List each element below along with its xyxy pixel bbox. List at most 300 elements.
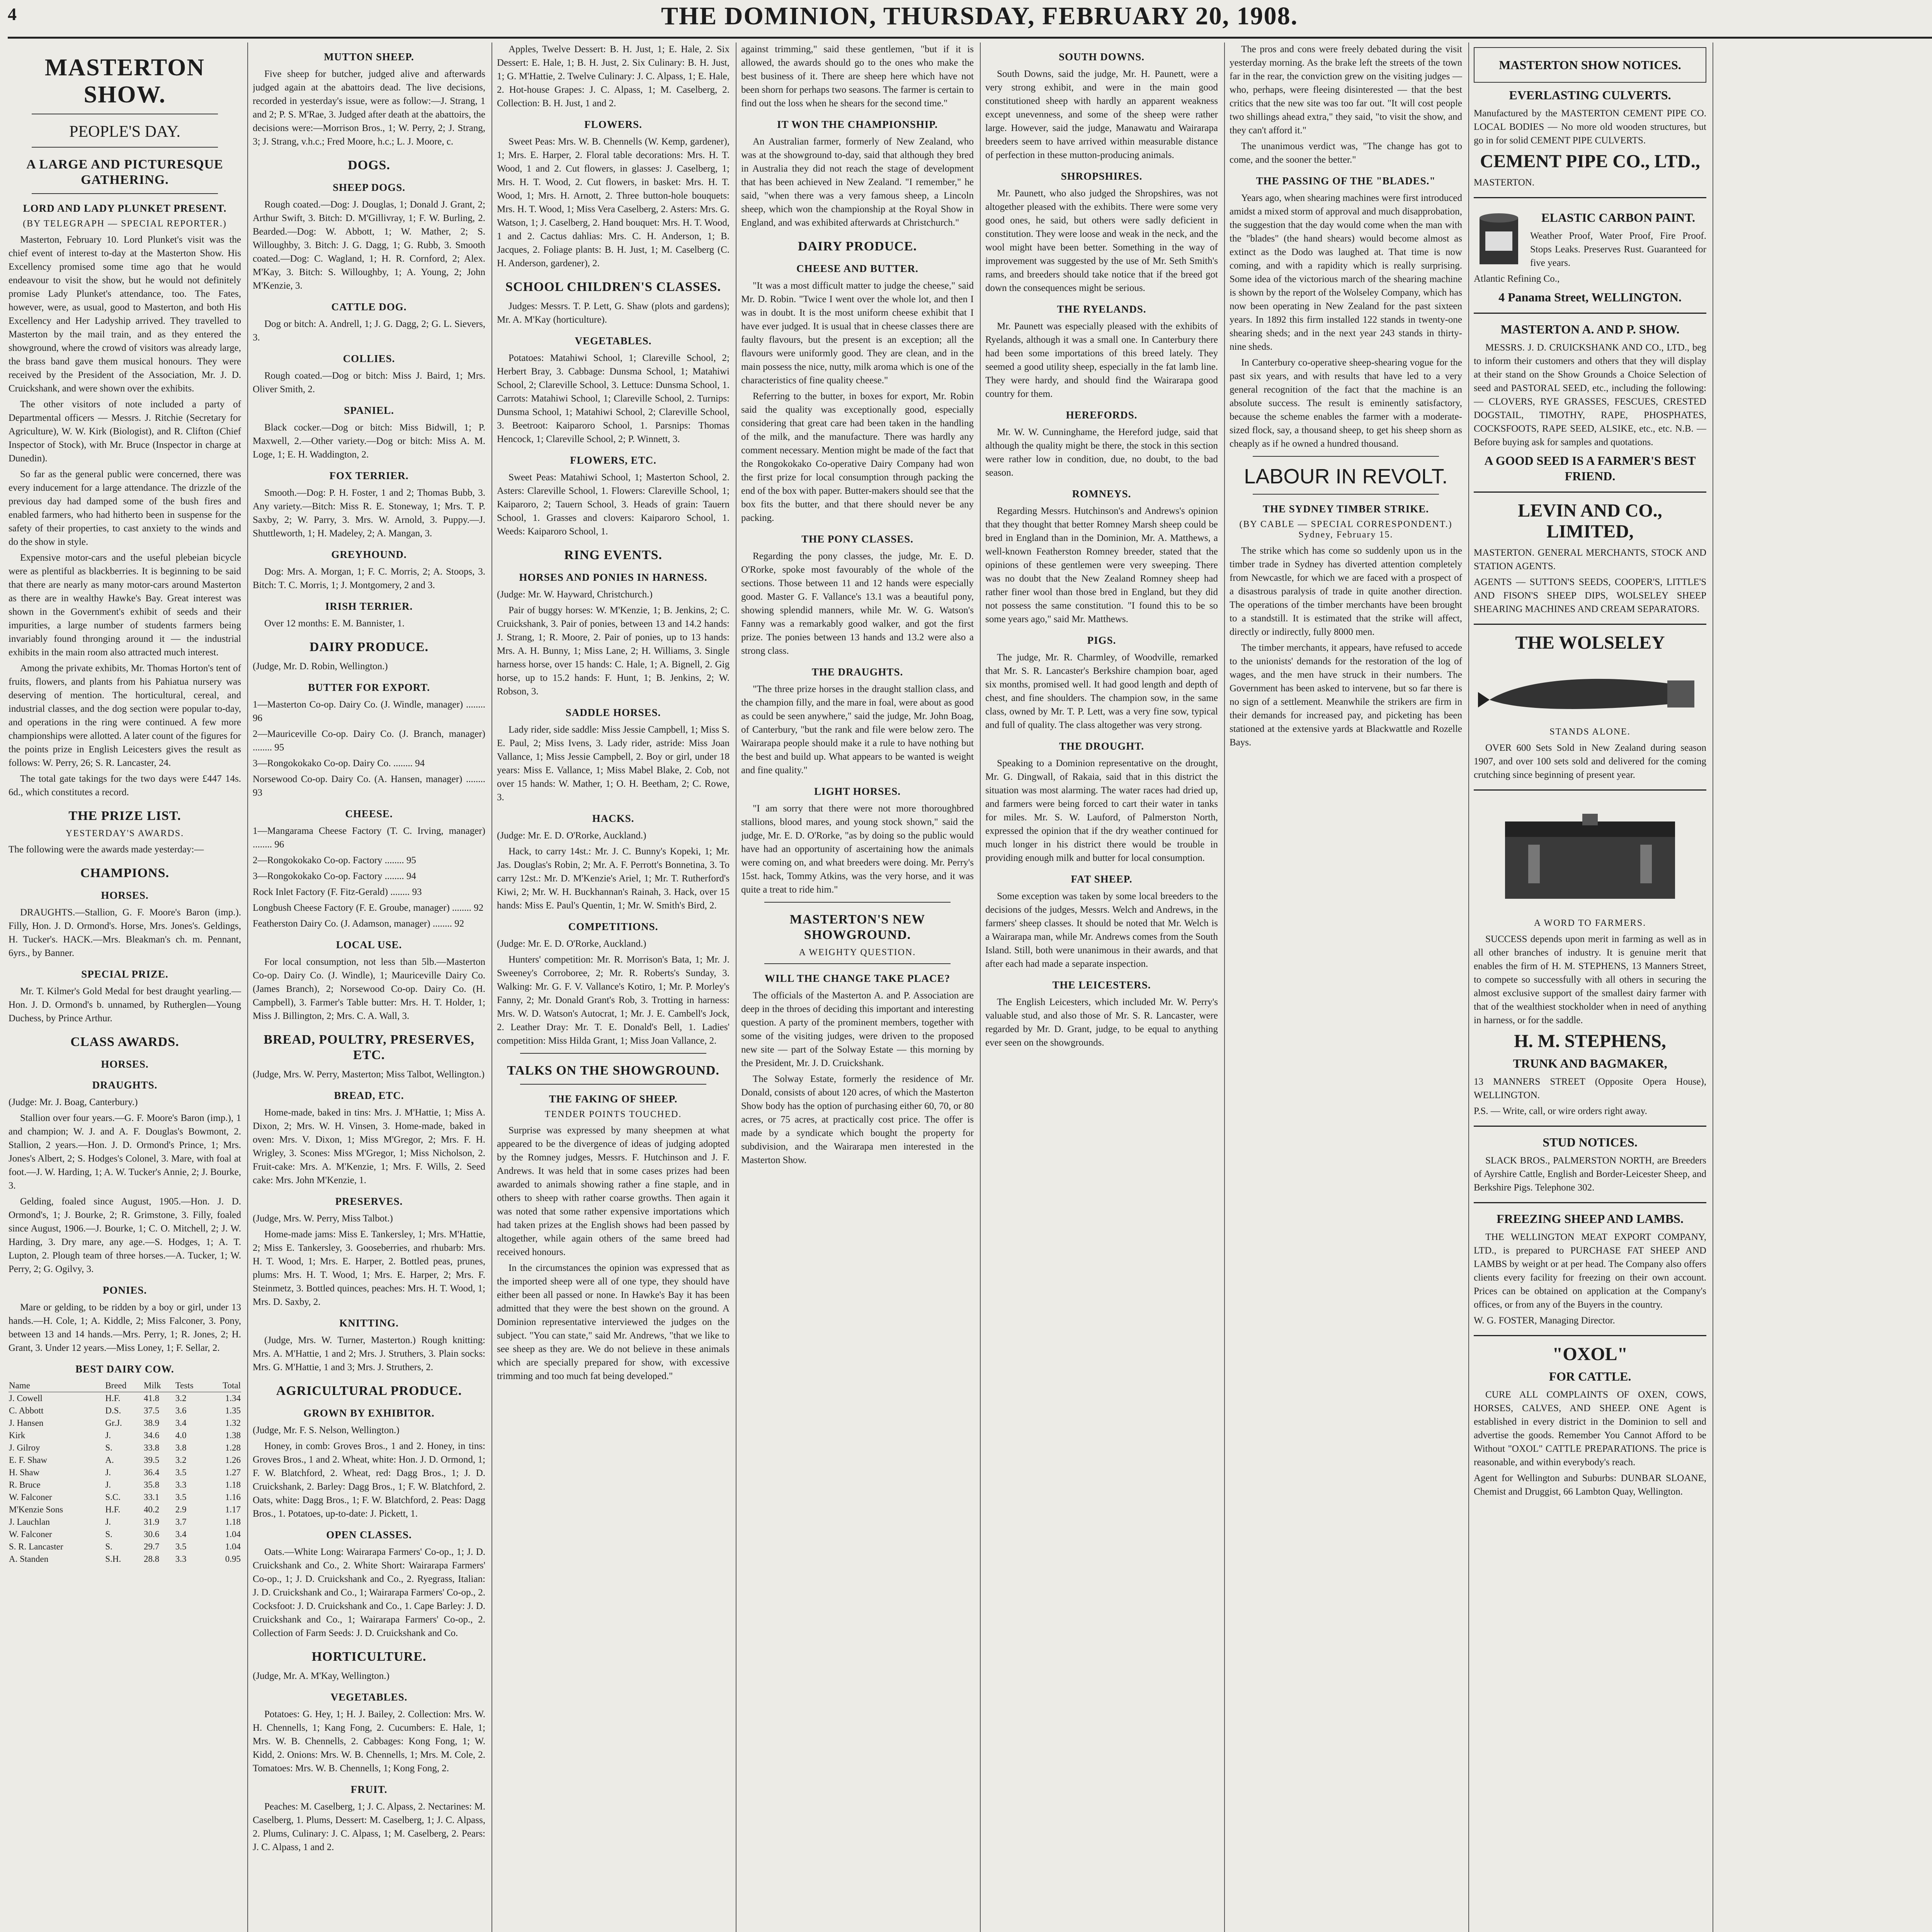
section-subheading: GREYHOUND. — [331, 549, 407, 560]
column-7 — [1474, 43, 1706, 1932]
section-subheading: CHEESE AND BUTTER. — [796, 263, 918, 274]
section-heading: CLASS AWARDS. — [70, 1035, 179, 1049]
article-paragraph: Masterton, February 10. Lord Plunket's visit was the chief event of interest to-day at the Masterton Show. His Excellency promised some time ago that he would endeavour to visit the show, but he would not definitely promise Lady Plunket's attendance, too. The Fates, however, were, as usual, good to Masterton, and both His Excellency and Her Ladyship arrived. They travelled to Masterton by the mail train, and as they entered the showground, where the crowd of visitors was already large, the brass band gave them musical honours. They were received by the President of the Association, Mr. J. D. Cruickshank, and were shown over the exhibits. — [9, 235, 241, 394]
section-subheading: TENDER POINTS TOUCHED. — [544, 1109, 682, 1119]
article-paragraph: The strike which has come so suddenly upon us in the timber trade in Sydney has diverted attention completely from Newcastle, for which we are faced with a prospect of a disastrous paralysis of trade in quite another direction. The operations of the timber merchants have been brought to a standstill. It is estimated that the strike will affect, directly or indirectly, fully 8000 men. — [1230, 546, 1462, 637]
section-heading: RING EVENTS. — [564, 548, 662, 562]
table-cell: S.H. — [105, 1554, 121, 1564]
dateline: (BY CABLE — SPECIAL CORRESPONDENT.) Sydney, February 15. — [1239, 519, 1452, 540]
section-subheading: CHEESE. — [345, 808, 393, 820]
divider — [32, 147, 218, 148]
section-subheading: BREAD, ETC. — [334, 1090, 404, 1101]
table-row — [9, 1466, 241, 1479]
table-cell: 33.1 — [143, 1492, 160, 1502]
section-subheading: VEGETABLES. — [330, 1691, 408, 1703]
section-subheading: CATTLE DOG. — [331, 301, 407, 313]
ad-caption: A WORD TO FARMERS. — [1534, 918, 1646, 928]
table-cell: 1.35 — [225, 1406, 241, 1415]
table-cell: J. Lauchlan — [9, 1517, 50, 1527]
section-heading: SHROPSHIRES. — [1061, 170, 1143, 182]
table-cell: 33.8 — [143, 1443, 160, 1452]
article-paragraph: DRAUGHTS.—Stallion, G. F. Moore's Baron (imp.). Filly, Hon. J. D. Ormond's. Horse, Mrs. Jones's. Geldings, H. Tucker's. HACK.—Mrs. Bleakman's ch. m. Pennant, 6yrs., by Banner. — [9, 907, 241, 958]
table-cell: 1.17 — [225, 1505, 241, 1514]
article-paragraph: Honey, in comb: Groves Bros., 1 and 2. Honey, in tins: Groves Bros., 1 and 2. Wheat, white: Hon. J. D. Ormond, 1; F. W. Blatchford, 2. Wheat, red: Dagg Bros., 1; J. D. Cruickshank, 2. Barley: Dagg Bros., 1; F. W. Blatchford, 2. Oats, white: Dagg Bros., 1; F. W. Blatchford, 2. Peas: Dagg Bros., 1. Potatoes, up-to-date: J. Pickett, 1. — [253, 1441, 485, 1519]
table-cell: S. — [105, 1529, 112, 1539]
ad-text: Weather Proof, Water Proof, Fire Proof. Stops Leaks. Preserves Rust. Guaranteed for five years. — [1530, 231, 1706, 268]
column-rule — [247, 43, 248, 1932]
table-cell: 1.34 — [225, 1393, 241, 1403]
table-column-header: Total — [208, 1379, 241, 1392]
section-subheading: DRAUGHTS. — [92, 1079, 158, 1091]
article-paragraph: Lady rider, side saddle: Miss Jessie Campbell, 1; Miss S. E. Paul, 2; Miss Ivens, 3. Lady rider, astride: Miss Joan Vallance, 1; Miss Jessie Campbell, 2. Boy or girl, under 18 years: Miss E. Vallance, 1; Miss Mabel Blake, 2. Cob, not over 15 hands: W. Mather, 1; O. H. Beetham, 2; C. Rowe, 3. — [497, 724, 730, 803]
column-1 — [9, 43, 241, 1932]
deck-heading-2: LORD AND LADY PLUNKET PRESENT. — [23, 202, 227, 214]
article-paragraph: Peaches: M. Caselberg, 1; J. C. Alpass, 2. Nectarines: M. Caselberg, 1. Plums, Dessert: M. Caselberg, 1; J. C. Alpass, 2. Plums, Culinary: J. C. Alpass, 1; M. Caselberg, 2. Pears: J. C. Alpass, 1 and 2. — [253, 1801, 485, 1852]
article-paragraph: In the circumstances the opinion was expressed that as the imported sheep were all of one type, they should have either been all passed or none. In Hawke's Bay it has been admitted that they were the best shown on the ground. A Dominion representative interviewed the judges on the subject. "You can state," said Mr. Andrews, "that we like to see sheep as they are. We do not believe in these animals which are specially prepared for show, with excessive trimming and too much fat being developed." — [497, 1263, 730, 1381]
ad-text: 4 Panama Street, WELLINGTON. — [1498, 290, 1682, 304]
section-heading: FLOWERS. — [584, 119, 642, 130]
table-cell: 1.27 — [225, 1468, 241, 1477]
table-row — [9, 1392, 241, 1405]
article-paragraph: (Judge, Mrs. W. Turner, Masterton.) Rough knitting: Mrs. A. M'Hattie, 1 and 2; Mrs. J. Struthers, 3. Plain socks: Mrs. G. M'Hattie, 1 and 3; Mrs. J. Struthers, 2. — [253, 1335, 485, 1372]
column-rule — [980, 43, 981, 1932]
judge-line: (Judge: Mr. J. Boag, Canterbury.) — [9, 1097, 138, 1107]
table-cell: 36.4 — [143, 1468, 160, 1477]
ad-separator — [1474, 789, 1706, 791]
table-cell: 0.95 — [225, 1554, 241, 1564]
section-subheading: VEGETABLES. — [575, 335, 652, 347]
ad-company-name: LEVIN AND CO., LIMITED, — [1518, 500, 1662, 542]
section-heading: DOGS. — [348, 158, 390, 172]
table-cell: J. — [105, 1480, 111, 1490]
section-subheading: BUTTER FOR EXPORT. — [308, 682, 430, 693]
ad-elastic-paint — [1474, 206, 1706, 272]
table-cell: 3.5 — [175, 1492, 187, 1502]
article-paragraph: The judge, Mr. R. Charmley, of Woodville, remarked that Mr. S. R. Lancaster's Berkshire champion boar, aged six months, promised well. It had good length and depth of chest, and fine shoulders. The champion sow, in the same class, owned by Mr. T. P. Lett, was a very fine sow, typical and full of quality. The class altogether was very strong. — [985, 652, 1218, 730]
section-heading: THE DRAUGHTS. — [811, 666, 903, 678]
article-paragraph: Apples, Twelve Dessert: B. H. Just, 1; E. Hale, 2. Six Dessert: E. Hale, 1; B. H. Just, 2. Six Culinary: B. H. Just, 1; G. M'Hattie, 2. Twelve Culinary: J. C. Alpass, 1; E. Hale, 2. Hot-house Grapes: J. C. Alpass, 1; M. Caselberg, 2. Collection: B. H. Just, 1 and 2. — [497, 44, 730, 109]
table-cell: 31.9 — [143, 1517, 160, 1527]
table-cell: S. R. Lancaster — [9, 1542, 63, 1551]
table-cell: Gr.J. — [105, 1418, 122, 1428]
table-cell: 29.7 — [143, 1542, 160, 1551]
table-cell: 37.5 — [143, 1406, 160, 1415]
ad-text: TRUNK AND BAGMAKER, — [1513, 1056, 1667, 1070]
ad-caption: STANDS ALONE. — [1549, 727, 1631, 737]
table-cell: 1.04 — [225, 1529, 241, 1539]
table-column-header: Breed — [105, 1379, 143, 1392]
table-cell: H.F. — [105, 1505, 121, 1514]
table-header-row — [9, 1379, 241, 1392]
table-cell: 3.4 — [175, 1418, 187, 1428]
article-paragraph: "It was a most difficult matter to judge the cheese," said Mr. D. Robin. "Twice I went over the whole lot, and then I was in doubt. It is the most uniform cheese exhibit that I have ever judged. It is usual that in cheese classes there are faulty flavours, but the present is an exception; all the flavours were uniformly good. They are clean, and in the main possess the nice, nutty, milk aroma which is one of the characteristics of fine quality cheese." — [741, 281, 974, 386]
section-subheading: HORSES AND PONIES IN HARNESS. — [519, 571, 707, 583]
table-cell: 30.6 — [143, 1529, 160, 1539]
table-cell: 39.5 — [143, 1455, 160, 1465]
deck-heading: A LARGE AND PICTURESQUE GATHERING. — [26, 157, 223, 187]
article-paragraph: "The three prize horses in the draught stallion class, and the champion filly, and the mare in foal, were about as good as could be seen anywhere," said the judge, Mr. John Boag, of Canterbury, "but the rank and file were below zero. The Wairarapa people should make it a rule to have nothing but the best and build up. What appears to be wanted is weight and fine quality." — [741, 684, 974, 776]
article-paragraph: So far as the general public were concerned, there was every inducement for a large attendance. The drizzle of the previous day had damped some of the bush fires and enabled farmers, who had hitherto been in suspense for the safety of their properties, to cast anxiety to the winds and do the show in style. — [9, 469, 241, 547]
table-cell: 41.8 — [143, 1393, 160, 1403]
section-headline: LABOUR IN REVOLT. — [1244, 465, 1448, 488]
article-paragraph: Dog or bitch: A. Andrell, 1; J. G. Dagg, 2; G. L. Sievers, 3. — [253, 319, 485, 343]
article-paragraph: Mr. Paunett, who also judged the Shropshires, was not altogether pleased with the exhibits. There were some very good ones, he said, but others were sadly deficient in constitution. They were loose and weak in the neck, and the wool might have been better. Something in the way of improvement was suggested by the use of Mr. Seth Smith's rams, and breeders should take notice that if the breed got down the consequences might be serious. — [985, 188, 1218, 293]
list-item: 1—Masterton Co-op. Dairy Co. (J. Windle, manager) ........ 96 — [253, 699, 485, 723]
section-subheading: THE SYDNEY TIMBER STRIKE. — [1262, 503, 1429, 515]
section-subheading: SADDLE HORSES. — [565, 707, 661, 718]
section-subheading: FOX TERRIER. — [329, 470, 409, 481]
section-subheading: HACKS. — [592, 813, 634, 824]
subheadline: PEOPLE'S DAY. — [69, 123, 180, 141]
section-subheading: IRISH TERRIER. — [325, 600, 413, 612]
article-paragraph: Among the private exhibits, Mr. Thomas Horton's tent of fruits, flowers, and plants from his Pahiatua nursery was deserving of mention. The horticultural, cereal, and industrial classes, and the dog section were popular to-day, and operations in the ring were continued. A few more championships were allotted. A later count of the figures for the points prize in English Leicesters gives the result as follows: W. Perry, 26; S. R. Lancaster, 24. — [9, 663, 241, 768]
table-row — [9, 1442, 241, 1454]
section-subheading: PONIES. — [102, 1284, 147, 1296]
table-cell: 4.0 — [175, 1430, 187, 1440]
masthead-title: THE DOMINION, THURSDAY, FEBRUARY 20, 1908. — [661, 2, 1298, 30]
table-cell: 1.18 — [225, 1480, 241, 1490]
judge-line: (Judge, Mrs. W. Perry, Masterton; Miss Talbot, Wellington.) — [253, 1069, 485, 1080]
column-rule — [1468, 43, 1469, 1932]
section-heading: LIGHT HORSES. — [814, 786, 901, 797]
table-cell: 35.8 — [143, 1480, 160, 1490]
section-heading: THE PRIZE LIST. — [68, 809, 181, 823]
section-subheading: FRUIT. — [350, 1784, 388, 1795]
table-row — [9, 1553, 241, 1565]
section-subheading: LOCAL USE. — [336, 939, 402, 951]
table-row — [9, 1405, 241, 1417]
table-cell: J. Gilroy — [9, 1443, 40, 1452]
column-3 — [497, 43, 730, 1932]
table-row — [9, 1541, 241, 1553]
page-number: 4 — [8, 4, 17, 24]
ad-separator — [1474, 313, 1706, 314]
list-item: Rock Inlet Factory (F. Fitz-Gerald) ........ 93 — [253, 887, 422, 897]
list-item: Featherston Dairy Co. (J. Adamson, manager) ........ 92 — [253, 918, 464, 929]
article-paragraph: Five sheep for butcher, judged alive and afterwards judged again at the abattoirs dead. The live decisions, recorded in yesterday's issue, were as follow:—J. Strang, 1 and 2; P. S. M'Rae, 3. Judged after death at the abattoirs, the decisions were:—Morrison Bros., 1; W. Perry, 2; J. Strang, 3; J. Strang, v.h.c.; Fred Moore, h.c.; L. J. Moore, c. — [253, 69, 485, 147]
article-paragraph: An Australian farmer, formerly of New Zealand, who was at the showground to-day, said that although they bred in Australia they did not reach the stage of development that has been achieved in New Zealand. "I remember," he said, "when there was a very famous sheep, a Lincoln sheep, which won the championship at the Royal Show in England, and was exhibited afterwards at Christchurch." — [741, 136, 974, 228]
ad-title: MASTERTON A. AND P. SHOW. — [1500, 322, 1680, 336]
table-row — [9, 1454, 241, 1466]
article-paragraph: Smooth.—Dog: P. H. Foster, 1 and 2; Thomas Bubb, 3. Any variety.—Bitch: Miss R. E. Stoneway, 1; Mrs. T. P. Saxby, 2; W. Parry, 3. Mrs. W. Arnold, 3. Puppy.—J. Shuttleworth, 1; H. Madeley, 2; A. Mangan, 3. — [253, 488, 485, 539]
section-subheading: WILL THE CHANGE TAKE PLACE? — [764, 973, 951, 984]
table-cell: 3.3 — [175, 1480, 187, 1490]
table-column-header: Milk — [143, 1379, 175, 1392]
table-cell: 1.16 — [225, 1492, 241, 1502]
table-cell: S. — [105, 1443, 112, 1452]
judge-line: (Judge: Mr. W. Hayward, Christchurch.) — [497, 589, 653, 600]
judge-line: (Judge: Mr. E. D. O'Rorke, Auckland.) — [497, 939, 646, 949]
table-cell: 1.26 — [225, 1455, 241, 1465]
table-cell: J. — [105, 1430, 111, 1440]
section-heading: PIGS. — [1087, 634, 1116, 646]
ad-subtitle: FOR CATTLE. — [1549, 1369, 1631, 1383]
list-item: Norsewood Co-op. Dairy Co. (A. Hansen, manager) ........ 93 — [253, 774, 485, 798]
section-heading: TALKS ON THE SHOWGROUND. — [507, 1063, 719, 1078]
ad-text: 13 MANNERS STREET (Opposite Opera House), WELLINGTON. — [1474, 1077, 1706, 1100]
ad-text: OVER 600 Sets Sold in New Zealand during season 1907, and over 100 sets sold and delivered for the coming crutching since beginning of present year. — [1474, 743, 1706, 780]
table-cell: 1.32 — [225, 1418, 241, 1428]
section-heading: THE PONY CLASSES. — [801, 533, 913, 545]
table-cell: A. — [105, 1455, 114, 1465]
section-heading: THE PASSING OF THE "BLADES." — [1256, 175, 1436, 187]
ad-separator — [1474, 1126, 1706, 1127]
table-cell: 1.04 — [225, 1542, 241, 1551]
table-cell: 3.2 — [175, 1393, 187, 1403]
article-paragraph: The pros and cons were freely debated during the visit yesterday morning. As the brake left the streets of the town far in the rear, the conviction grew on the visiting judges — who, perhaps, were fleeing disinterested — that the best critics that the new site was too far out. "It will cost people two shillings ahead extra," they said, "to visit the show, and they can't afford it." — [1230, 44, 1462, 136]
article-paragraph: Sweet Peas: Matahiwi School, 1; Masterton School, 2. Asters: Clareville School, 1. Flowers: Clareville School, 1; Kaiparoro, 2; Tauern School, 3. Heads of grain: Tauern School, 1. Grasses and clovers: Kaiparoro School, 1. Weeds: Kaiparoro School, 1. — [497, 472, 730, 537]
section-heading: HEREFORDS. — [1066, 409, 1138, 421]
divider — [520, 1053, 706, 1054]
table-cell: J. Hansen — [9, 1418, 44, 1428]
article-paragraph: For local consumption, not less than 5lb.—Masterton Co-op. Dairy Co. (J. Windle), 1; Mauriceville Dairy Co. (James Branch), 2; Norsewood Co-op. Dairy Co. (H. Campbell), 3. Farmer's Table butter: Mrs. H. T. Holder, 1; Miss J. Billington, 2; Mrs. C. A. Wall, 3. — [253, 957, 485, 1021]
masthead — [8, 0, 1932, 39]
table-cell: M'Kenzie Sons — [9, 1505, 63, 1514]
column-5 — [985, 43, 1218, 1932]
ad-separator — [1474, 492, 1706, 493]
section-heading: THE RYELANDS. — [1057, 303, 1146, 315]
section-heading: DAIRY PRODUCE. — [309, 640, 429, 654]
ad-title: EVERLASTING CULVERTS. — [1509, 88, 1671, 102]
table-row — [9, 1429, 241, 1442]
ad-text: W. G. FOSTER, Managing Director. — [1474, 1315, 1615, 1326]
table-column-header: Tests — [175, 1379, 208, 1392]
ad-text: AGENTS — SUTTON'S SEEDS, COOPER'S, LITTLE'S AND FISON'S SHEEP DIPS, WOLSELEY SHEEP SHEARING MACHINES AND CREAM SEPARATORS. — [1474, 577, 1706, 614]
section-subheading: OPEN CLASSES. — [326, 1529, 412, 1541]
article-paragraph: Oats.—White Long: Wairarapa Farmers' Co-op., 1; J. D. Cruickshank and Co., 2. White Short: Wairarapa Farmers' Co-op., 1; J. D. Cruickshank and Co., 2. Ryegrass, Italian: J. D. Cruickshank and Co., 1; Wairarapa Farmers' Co-op., 2. Cocksfoot: J. D. Cruickshank and Co., 1. Cape Barley: J. D. Cruickshank and Co., 1; Wairarapa Farmers' Co-op., 2. Collection of Farm Seeds: J. D. Cruickshank and Co. — [253, 1547, 485, 1638]
article-paragraph: Black cocker.—Dog or bitch: Miss Bidwill, 1; P. Maxwell, 2.—Other variety.—Dog or bitch: Miss A. M. Loge, 1; E. H. Waddington, 2. — [253, 422, 485, 460]
ad-separator — [1474, 624, 1706, 625]
ad-company-name: H. M. STEPHENS, — [1514, 1031, 1666, 1051]
article-paragraph: "I am sorry that there were not more thoroughbred stallions, blood mares, and young stock shown," said the judge, Mr. E. D. O'Rorke, "as by doing so the public would have had an opportunity of ascertaining how the animals were coming on, and what breeders were doing. Mr. Perry's 15st. hack, Tommy Atkins, was the very horse, and it was quite a treat to ride him." — [741, 803, 974, 895]
section-heading: SOUTH DOWNS. — [1058, 51, 1145, 63]
ad-separator — [1474, 197, 1706, 198]
table-cell: E. F. Shaw — [9, 1455, 48, 1465]
table-cell: J. Cowell — [9, 1393, 43, 1403]
ad-title: "OXOL" — [1552, 1344, 1628, 1364]
ad-title: STUD NOTICES. — [1543, 1135, 1638, 1149]
ad-tagline: A GOOD SEED IS A FARMER'S BEST FRIEND. — [1484, 454, 1696, 483]
article-paragraph: Gelding, foaled since August, 1905.—Hon. J. D. Ormond's, 1; J. Bourke, 2; R. Grimstone, 3. Filly, foaled since August, 1906.—J. Bourke, 1; C. O. Mitchell, 2; J. W. Harding, 3. Dry mare, any age.—S. Hodges, 1; A. T. Lupton, 2. Plough team of three horses.—A. Tucker, 1; W. Perry, 2; G. Ogilvy, 3. — [9, 1196, 241, 1274]
table-cell: 3.5 — [175, 1468, 187, 1477]
table-cell: S.C. — [105, 1492, 121, 1502]
article-paragraph: Years ago, when shearing machines were first introduced amidst a mixed storm of approval and much disapprobation, the suggestion that the day would come when the man with the "blades" (the hand shears) would become almost as extinct as the Dodo was laughed at. That time is now coming, and with a rapidity which is really surprising. Some idea of the victorious march of the shearing machine is shown by the report of the Wolseley Company, which has now been operating in New Zealand for the past sixteen years. In 1892 this firm installed 122 stands in twenty-one shearing sheds; and in the next year 243 stands in thirty-nine sheds. — [1230, 193, 1462, 352]
section-subheading: PRESERVES. — [335, 1196, 403, 1207]
divider — [520, 1084, 706, 1085]
table-cell: 3.3 — [175, 1554, 187, 1564]
ad-section-header — [1474, 47, 1706, 83]
article-paragraph: Potatoes: Matahiwi School, 1; Clareville School, 2; Herbert Bray, 3. Cabbage: Dunsma School, 1; Matahiwi School, 2; Clareville School, 3. Lettuce: Dunsma School, 1. Carrots: Matahiwi School, 1; Clareville School, 2. Turnips: Dunsma School, 1; Matahiwi School, 2; Clareville School, 3. Beetroot: Kaiparoro School, 1. Parsnips: Thomas Hencock, 1; Clareville School, 2; P. Winnett, 3. — [497, 353, 730, 444]
article-paragraph: Dog: Mrs. A. Morgan, 1; F. C. Morris, 2; A. Stoops, 3. Bitch: T. C. Morris, 1; J. Montgomery, 2 and 3. — [253, 566, 485, 590]
table-column-header: Name — [9, 1379, 105, 1392]
article-paragraph: The timber merchants, it appears, have refused to accede to the unionists' demands for the restoration of the log of wages, and the men have struck in their numbers. The Government has been asked to intervene, but so far there is no sign of a settlement. Meanwhile the strikers are firm in their demands for increased pay, and picketing has been stationed at the extensive yards at Blackwattle and Rozelle Bays. — [1230, 643, 1462, 748]
trunk-illustration-icon — [1474, 798, 1706, 914]
divider — [764, 902, 951, 903]
ad-text: SLACK BROS., PALMERSTON NORTH, are Breeders of Ayrshire Cattle, English and Border-Leicester Sheep, and Berkshire Pigs. Telephone 302. — [1474, 1155, 1706, 1193]
judge-line: (Judge, Mr. F. S. Nelson, Wellington.) — [253, 1425, 400, 1435]
section-heading: BREAD, POULTRY, PRESERVES, ETC. — [264, 1032, 474, 1062]
article-paragraph: Rough coated.—Dog or bitch: Miss J. Baird, 1; Mrs. Oliver Smith, 2. — [253, 371, 485, 395]
article-paragraph: Mr. W. W. Cunninghame, the Hereford judge, said that although the quality might be there, the stock in this section were rather low in condition, due, no doubt, to the bad season. — [985, 427, 1218, 478]
section-heading: SCHOOL CHILDREN'S CLASSES. — [505, 280, 721, 294]
table-cell: W. Falconer — [9, 1492, 52, 1502]
table-cell: 1.38 — [225, 1430, 241, 1440]
section-subheading: SHEEP DOGS. — [332, 182, 406, 193]
byline: (BY TELEGRAPH — SPECIAL REPORTER.) — [23, 219, 227, 229]
ad-text: MASTERTON. GENERAL MERCHANTS, STOCK AND STATION AGENTS. — [1474, 548, 1706, 571]
table-cell: J. — [105, 1517, 111, 1527]
list-item: Longbush Cheese Factory (F. E. Groube, manager) ........ 92 — [253, 903, 484, 913]
ad-text: P.S. — Write, call, or wire orders right away. — [1474, 1106, 1647, 1116]
table-row — [9, 1417, 241, 1429]
article-paragraph: Home-made, baked in tins: Mrs. J. M'Hattie, 1; Miss A. Dixon, 2; Mrs. W. H. Vinsen, 3. Home-made, baked in oven: Mrs. V. Dixon, 1; Miss M'Gregor, 2; Mrs. F. H. Wrigley, 3. Scones: Miss M'Gregor, 1; Miss Nicholson, 2. Fruit-cake: Mrs. A. M'Kenzie, 1; Mrs. F. Wills, 2. Seed cake: Mrs. John M'Kenzie, 1. — [253, 1107, 485, 1185]
section-subheading: FLOWERS, ETC. — [570, 454, 656, 466]
article-paragraph: Surprise was expressed by many sheepmen at what appeared to be the divergence of ideas of judging adopted by the Romney judges, Messrs. F. Hutchinson and J. F. Andrews. It was held that in some cases prizes had been awarded to animals showing rather a fine staple, and in others to sheep with rather coarse growths. Then again it was noted that some rather expensive importations which had taken prizes at the English shows had been passed by altogether, while again others of the same breed had received honours. — [497, 1125, 730, 1257]
article-paragraph: Speaking to a Dominion representative on the drought, Mr. G. Dingwall, of Rakaia, said that in this district the situation was most alarming. The water races had dried up, and farmers were being forced to cart their water in tanks for miles. Mr. S. W. Lauford, of Palmerston North, expressed the opinion that if the dry weather continued for much longer in his district there would be trouble in providing enough milk and butter for local consumption. — [985, 758, 1218, 863]
column-2 — [253, 43, 485, 1932]
column-6 — [1230, 43, 1462, 1932]
article-paragraph: Some exception was taken by some local breeders to the decisions of the judges, Messrs. Welch and Andrews, in the farmers' sheep classes. It should be noted that Mr. Welch is a Wairarapa man, while Mr. Andrews comes from the South Island. Still, both were unanimous in their awards, and that after each had made a separate inspection. — [985, 891, 1218, 969]
article-paragraph: Expensive motor-cars and the useful plebeian bicycle were as plentiful as blackberries. It is beginning to be said that there are nearly as many motor-cars around Masterton as there are in wealthy Hawke's Bay. Great interest was shown in the Government's exhibit of seeds and their impurities, a large number of students farmers being invariably found thronging around it — the industrial exhibits in the main room also attracted much interest. — [9, 553, 241, 658]
table-cell: 1.18 — [225, 1517, 241, 1527]
article-paragraph: Mr. T. Kilmer's Gold Medal for best draught yearling.—Hon. J. D. Ormond's b. unnamed, by Rutherglen—Young Duchess, by Prince Arthur. — [9, 986, 241, 1024]
section-heading: IT WON THE CHAMPIONSHIP. — [777, 119, 938, 130]
divider — [764, 963, 951, 964]
dairy-cow-table — [9, 1379, 241, 1565]
article-paragraph: Hack, to carry 14st.: Mr. J. C. Bunny's Kopeki, 1; Mr. Jas. Douglas's Robin, 2; Mr. A. F. Perrott's Bonnetina, 3. To carry 12st.: Mr. D. M'Kenzie's Ariel, 1; Mr. T. Rutherford's Kiwi, 2; Mr. W. H. Buckhannan's Rainah, 3. Hack, over 15 hands: Miss E. Paul's Quentin, 1; Mr. W. Smith's Bird, 2. — [497, 846, 730, 911]
section-heading: MUTTON SHEEP. — [324, 51, 414, 63]
table-cell: 3.2 — [175, 1455, 187, 1465]
table-cell: W. Falconer — [9, 1529, 52, 1539]
table-cell: 38.9 — [143, 1418, 160, 1428]
article-paragraph: Rough coated.—Dog: J. Douglas, 1; Donald J. Grant, 2; Arthur Swift, 3. Bitch: D. M'Gillivray, 1; F. W. Burling, 2. Bearded.—Dog: W. Abbott, 1; W. Mather, 2; S. Willoughby, 3. Bitch: J. G. Dagg, 1; G. Rubb, 3. Smooth coated.—Dog: C. Wagland, 1; H. R. Cornford, 2; Alex. M'Kay, 3. Bitch: S. Willoughby, 1; A. Young, 2; John M'Kenzie, 3. — [253, 199, 485, 291]
judge-line: (Judge, Mr. A. M'Kay, Wellington.) — [253, 1671, 389, 1681]
table-row — [9, 1528, 241, 1541]
section-heading: ROMNEYS. — [1072, 488, 1131, 500]
article-paragraph: Home-made jams: Miss E. Tankersley, 1; Mrs. M'Hattie, 2; Miss E. Tankersley, 3. Gooseberries, and rhubarb: Mrs. H. T. Wood, 1; Mrs. E. Harper, 2. Bottled peas, prunes, plums: Mrs. H. T. Wood, 1; Mrs. E. Harper, 2; Mrs. F. Steinmetz, 3. Bottled quinces, peaches: Mrs. H. T. Wood, 1; Mrs. D. Saxby, 2. — [253, 1229, 485, 1307]
article-paragraph: Hunters' competition: Mr. R. Morrison's Bata, 1; Mr. J. Sweeney's Corroboree, 2; Mr. R. Roberts's Sunday, 3. Walking: Mr. G. F. V. Vallance's Kotiro, 1; Mr. P. Morley's Fanny, 2; Mr. Donald Grant's Rob, 3. Trotting in harness: Mrs. W. D. Watson's Autocrat, 1; Mr. J. E. Cambell's Jock, 2. Leather Dray: Mr. T. E. Donald's Bell, 1. Ladies' competition: Miss Hilda Grant, 1; Miss Joan Vallance, 2. — [497, 954, 730, 1046]
section-subheading: SPECIAL PRIZE. — [81, 968, 168, 980]
table-cell: 3.4 — [175, 1529, 187, 1539]
section-heading: DAIRY PRODUCE. — [798, 239, 917, 253]
table-cell: 28.8 — [143, 1554, 160, 1564]
ad-text: MESSRS. J. D. CRUICKSHANK AND CO., LTD., beg to inform their customers and others that they will display at their stand on the Show Grounds a Choice Selection of seed and PASTORAL SEED, etc., including the following:— CLOVERS, RYE GRASSES, FESCUES, CRESTED DOGSTAIL, TIMOTHY, RAPE, PHOSPHATES, COCKSFOOTS, RAPE SEED, ALSIKE, etc., etc. N.B. — Before buying ask for samples and quotations. — [1474, 342, 1706, 447]
section-subheading: A WEIGHTY QUESTION. — [799, 947, 916, 957]
article-paragraph: Mr. Paunett was especially pleased with the exhibits of Ryelands, although it was a small one. In Canterbury there had been some importations of this breed lately. They seemed a good utility sheep, especially in the fat lamb line. They were hardy, and should find the Wairarapa good country for them. — [985, 321, 1218, 399]
article-paragraph: The other visitors of note included a party of Departmental officers — Messrs. J. Ritchie (Secretary for Agriculture), W. W. Kirk (Biologist), and R. Clifton (Chief Inspector of Stock), with Mr. Bruce (Inspector in charge at Dunedin). — [9, 399, 241, 464]
table-cell: H. Shaw — [9, 1468, 40, 1477]
column-4 — [741, 43, 974, 1932]
table-cell: A. Standen — [9, 1554, 49, 1564]
table-row — [9, 1503, 241, 1516]
table-cell: D.S. — [105, 1406, 121, 1415]
section-heading: MASTERTON'S NEW SHOWGROUND. — [789, 912, 925, 942]
section-heading: AGRICULTURAL PRODUCE. — [276, 1384, 462, 1398]
ad-text: Manufactured by the MASTERTON CEMENT PIPE CO. LOCAL BODIES — No more old wooden structures, but go in for solid CEMENT PIPE CULVERTS. — [1474, 108, 1706, 146]
article-paragraph: against trimming," said these gentlemen, "but if it is allowed, the awards should go to the ones who make the best business of it. There are sheep here which have not been shorn for perhaps two seasons. The farmer is certain to find out the loss when he shears for the second time." — [741, 44, 974, 109]
table-cell: 40.2 — [143, 1505, 160, 1514]
table-cell: 34.6 — [143, 1430, 160, 1440]
article-paragraph: South Downs, said the judge, Mr. H. Paunett, were a very strong exhibit, and were in the main good constitutioned sheep with hardly an apparent weakness except unevenness, and some of the sheep were rather large. However, said the judge, Manawatu and Wairarapa breeders seem to have arrived within measurable distance of perfection in these mutton-producing animals. — [985, 69, 1218, 160]
ad-text: CURE ALL COMPLAINTS OF OXEN, COWS, HORSES, CALVES, AND SHEEP. ONE Agent is established in every district in the Dominion to sell and advertise the goods. Remember You Cannot Afford to be Without "OXOL" CATTLE PREPARATIONS. The price is reasonable, and within everybody's reach. — [1474, 1389, 1706, 1468]
section-subheading: GROWN BY EXHIBITOR. — [303, 1407, 435, 1419]
table-cell: Kirk — [9, 1430, 26, 1440]
table-cell: 2.9 — [175, 1505, 187, 1514]
article-paragraph: Potatoes: G. Hey, 1; H. J. Bailey, 2. Collection: Mrs. W. H. Chennells, 1; Kang Fong, 2. Cucumbers: E. Hale, 1; Mrs. W. B. Chennells, 2. Cabbages: Kong Fong, 1; W. Kidd, 2. Onions: Mrs. W. B. Chennells, 1; Mrs. M. Cole, 2. Tomatoes: Mrs. W. B. Chennells, 1; Kong Fong, 2. — [253, 1709, 485, 1774]
paint-can-icon — [1474, 210, 1524, 268]
section-heading: HORTICULTURE. — [311, 1650, 427, 1664]
section-subheading: HORSES. — [101, 889, 149, 901]
table-row — [9, 1479, 241, 1491]
section-heading: CHAMPIONS. — [80, 866, 170, 880]
article-paragraph: Referring to the butter, in boxes for export, Mr. Robin said the quality was exceptionally good, especially considering that great care had been taken in the handling of the milk, and the manufacture. There was hardly any comment necessary. Mention might be made of the fact that the Rongokokako Co-operative Dairy Company had won the first prize for local consumption through packing the end of the box with paper. Butter-makers should see that the box fits the butter, and that there should never be any packing. — [741, 391, 974, 523]
ad-text: SUCCESS depends upon merit in farming as well as in all other branches of industry. It is genuine merit that enables the firm of H. M. STEPHENS, 13 Manners Street, to compete so successfully with all others in securing the almost exclusive support of the smallest dairy farmer with that of the wealthiest stockholder when in need of anything in harness, or for the saddle. — [1474, 934, 1706, 1026]
section-heading: FAT SHEEP. — [1071, 873, 1133, 885]
list-item: 2—Mauriceville Co-op. Dairy Co. (J. Branch, manager) ........ 95 — [253, 729, 485, 753]
article-paragraph: Regarding Messrs. Hutchinson's and Andrews's opinion that they thought that better Romney Marsh sheep could be bred in England than in the Dominion, Mr. A. Matthews, a well-known Featherston Romney breeder, stated that the opinions of these gentlemen were very sweeping. There was no doubt that the New Zealand Romney sheep had rather finer wool than those bred in England, but they did not possess the same constitution. "I found this to be so some years ago," said Mr. Matthews. — [985, 506, 1218, 624]
table-row — [9, 1491, 241, 1503]
divider — [1253, 494, 1439, 495]
section-heading: THE DROUGHT. — [1059, 740, 1145, 752]
ad-title: FREEZING SHEEP AND LAMBS. — [1497, 1212, 1684, 1226]
list-item: 3—Rongokokako Co-op. Factory ........ 94 — [253, 871, 416, 881]
section-subheading: BEST DAIRY COW. — [75, 1363, 174, 1375]
table-cell: J. — [105, 1468, 111, 1477]
section-subheading: KNITTING. — [339, 1317, 399, 1329]
article-paragraph: Mare or gelding, to be ridden by a boy or girl, under 13 hands.—H. Cole, 1; A. Kiddle, 2; Miss Falconer, 3. Pony, between 13 and 14 hands.—Mrs. Perry, 1; R. Jones, 2; H. Grant, 3. Under 12 years.—Miss Loney, 1; F. Sellar, 2. — [9, 1302, 241, 1353]
table-cell: H.F. — [105, 1393, 121, 1403]
table-cell: 3.8 — [175, 1443, 187, 1452]
judge-line: (Judge, Mrs. W. Perry, Miss Talbot.) — [253, 1213, 393, 1224]
article-paragraph: The Solway Estate, formerly the residence of Mr. Donald, consists of about 120 acres, of which the Masterton Show body has the option of purchasing either 60, 70, or 80 acres, or 75 acres, at practically cost price. The offer is made by a syndicate which bought the property for subdivision, and the Wairarapa men interested in the Masterton Show. — [741, 1074, 974, 1165]
article-paragraph: The officials of the Masterton A. and P. Association are deep in the throes of deciding this important and interesting question. A party of the prominent members, together with some of the visiting judges, were driven to the proposed new site — part of the Solway Estate — this morning by the President, Mr. J. D. Cruickshank. — [741, 990, 974, 1068]
ad-separator — [1474, 1202, 1706, 1203]
article-paragraph: The unanimous verdict was, "The change has got to come, and the sooner the better." — [1230, 141, 1462, 165]
table-cell: 1.28 — [225, 1443, 241, 1452]
headline: MASTERTON SHOW. — [44, 54, 205, 108]
ad-separator — [1474, 1335, 1706, 1336]
table-cell: 3.5 — [175, 1542, 187, 1551]
divider — [32, 193, 218, 194]
section-subheading: COLLIES. — [343, 353, 395, 364]
divider — [1253, 456, 1439, 457]
table-cell: C. Abbott — [9, 1406, 44, 1415]
article-paragraph: Pair of buggy horses: W. M'Kenzie, 1; B. Jenkins, 2; C. Cruickshank, 3. Pair of ponies, between 13 and 14.2 hands: J. Strang, 1; R. Moore, 2. Pair of ponies, up to 13 hands: Mrs. A. H. Bunny, 1; Miss Lane, 2; H. Williams, 3. Single harness horse, over 15 hands: C. Hale, 1; A. Bignell, 2. Gig horse, up to 15.2 hands: F. Hunt, 1; B. Jenkins, 2; W. Robson, 3. — [497, 605, 730, 697]
article-paragraph: Sweet Peas: Mrs. W. B. Chennells (W. Kemp, gardener), 1; Mrs. E. Harper, 2. Floral table decorations: Mrs. H. T. Wood, 1 and 2. Cut flowers, in glasses: J. Caselberg, 1; Mrs. H. T. Wood, 2. Cut flowers, in basket: Mrs. H. T. Wood, 1; Mrs. H. Arnott, 2. Three button-hole bouquets: Mrs. H. T. Wood, 1; Miss Vera Caselberg, 2. Asters: Mrs. G. Watson, 1; J. Caselberg, 2. Hand bouquet: Mrs. H. T. Wood, 1 and 2. Cactus dahlias: Mrs. C. H. Anderson, 1; B. Jacques, 2. Foliage plants: B. H. Just, 1; M. Caselberg (C. H. Anderson, gardener), 2. — [497, 136, 730, 269]
ad-company-name: CEMENT PIPE CO., LTD., — [1480, 151, 1700, 172]
ad-text: Atlantic Refining Co., — [1474, 274, 1560, 284]
table-cell: 3.7 — [175, 1517, 187, 1527]
judge-line: (Judge: Mr. E. D. O'Rorke, Auckland.) — [497, 830, 646, 841]
column-rule — [1224, 43, 1225, 1932]
article-paragraph: Regarding the pony classes, the judge, Mr. E. D. O'Rorke, spoke most favourably of the whole of the sections. Those between 11 and 12 hands were especially good. Master G. F. Vallance's 13.1 was a beautiful pony, showing splendid manners, while Mr. W. G. Watson's Fanny was a remarkably good walker, and got the first prize. The ponies between 13 hands and 13.2 were also a strong class. — [741, 551, 974, 656]
table-cell: S. — [105, 1542, 112, 1551]
shearing-handpiece-icon — [1474, 657, 1706, 723]
table-body — [9, 1392, 241, 1566]
section-subheading: THE FAKING OF SHEEP. — [549, 1093, 678, 1105]
table-cell: 3.6 — [175, 1406, 187, 1415]
article-paragraph: Over 12 months: E. M. Bannister, 1. — [264, 618, 405, 629]
judge-line: (Judge, Mr. D. Robin, Wellington.) — [253, 661, 388, 672]
section-subheading: SPANIEL. — [344, 405, 394, 416]
ad-title: THE WOLSELEY — [1515, 633, 1665, 653]
ad-title: ELASTIC CARBON PAINT. — [1541, 211, 1695, 224]
list-item: 3—Rongokokako Co-op. Dairy Co. ........ 94 — [253, 758, 425, 769]
ad-text: THE WELLINGTON MEAT EXPORT COMPANY, LTD., is prepared to PURCHASE FAT SHEEP AND LAMBS by weight or at per head. The Company also offers clients every facility for freezing on their own account. Prices can be obtained on application at the Company's offices, or from any of the Buyers in the country. — [1474, 1232, 1706, 1310]
list-item: 2—Rongokokako Co-op. Factory ........ 95 — [253, 855, 416, 866]
ad-text: MASTERTON. — [1474, 177, 1535, 188]
article-paragraph: Judges: Messrs. T. P. Lett, G. Shaw (plots and gardens); Mr. A. M'Kay (horticulture). — [497, 301, 730, 325]
